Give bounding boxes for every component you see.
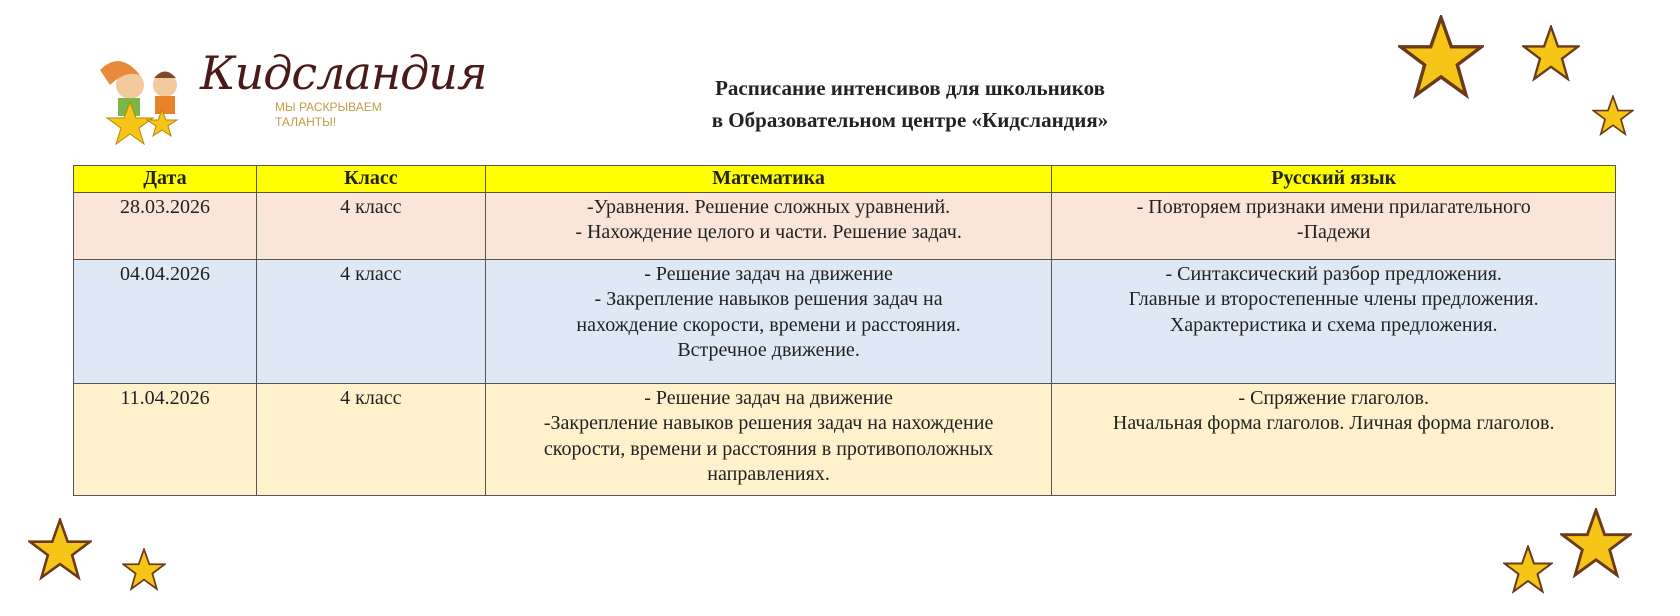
cell-russian: - Синтаксический разбор предложения. Главные и второстепенные члены предложения. Характеристика и схема предложения. — [1052, 259, 1616, 383]
table-row — [74, 192, 1616, 259]
cell-grade: 4 класс — [256, 383, 485, 495]
star-icon — [1398, 15, 1484, 101]
cell-math: - Решение задач на движение -Закрепление навыков решения задач на нахождение скорости, времени и расстояния в противоположных направлениях. — [485, 383, 1052, 495]
cell-date: 28.03.2026 — [74, 192, 257, 259]
cell-math: -Уравнения. Решение сложных уравнений. - Нахождение целого и части. Решение задач. — [485, 192, 1052, 259]
cell-date: 04.04.2026 — [74, 259, 257, 383]
cell-date: 11.04.2026 — [74, 383, 257, 495]
logo-slogan: МЫ РАСКРЫВАЕМ ТАЛАНТЫ! — [275, 100, 382, 129]
star-icon — [28, 518, 92, 582]
star-icon — [1592, 95, 1634, 137]
star-icon — [122, 548, 166, 592]
page-title: Расписание интенсивов для школьников в Образовательном центре «Кидсландия» — [711, 76, 1109, 132]
star-icon — [1560, 508, 1632, 580]
header-russian: Русский язык — [1052, 166, 1616, 193]
header-math: Математика — [485, 166, 1052, 193]
header-grade: Класс — [256, 166, 485, 193]
cell-russian: - Повторяем признаки имени прилагательного -Падежи — [1052, 192, 1616, 259]
table-header-row — [74, 166, 1616, 193]
table-row — [74, 383, 1616, 495]
children-on-stars-icon — [70, 40, 200, 145]
star-icon — [1503, 545, 1553, 595]
cell-math: - Решение задач на движение - Закрепление навыков решения задач на нахождение скорости, времени и расстояния. Встречное движение. — [485, 259, 1052, 383]
logo-wordmark: Кидсландия — [200, 46, 487, 100]
table-row — [74, 259, 1616, 383]
cell-grade: 4 класс — [256, 259, 485, 383]
header-date: Дата — [74, 166, 257, 193]
cell-grade: 4 класс — [256, 192, 485, 259]
star-icon — [1522, 25, 1580, 83]
cell-russian: - Спряжение глаголов. Начальная форма глаголов. Личная форма глаголов. — [1052, 383, 1616, 495]
schedule-table — [73, 165, 1616, 496]
kidslandia-logo — [70, 40, 487, 145]
